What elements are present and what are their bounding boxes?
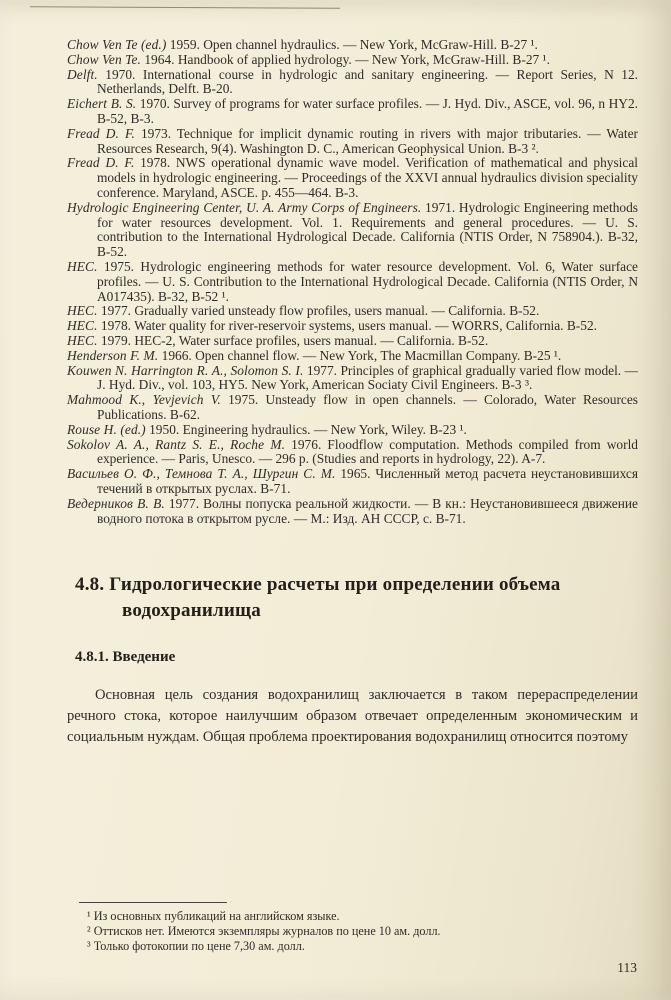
reference-citation: 1965. Численный метод расчета неустановившихся течений в открытых руслах. В-71.	[97, 466, 638, 496]
reference-citation: 1979. HEC-2, Water surface profiles, users manual. — California. B-52.	[100, 332, 489, 348]
reference-author: Chow Ven Te (ed.)	[67, 37, 167, 52]
reference-author: Fread D. F.	[67, 125, 136, 141]
reference-entry	[67, 319, 638, 334]
reference-citation: 1977. Gradually varied unsteady flow profiles, users manual. — California. B-52.	[100, 303, 540, 319]
reference-citation: 1977. Principles of graphical gradually varied flow model. — J. Hyd. Div., vol. 103, HY5. New York, American Sociaty Civil Engineers. B-3 ³.	[97, 362, 639, 393]
footnote-divider	[79, 902, 227, 903]
reference-entry	[67, 201, 638, 260]
footnote	[67, 939, 638, 954]
reference-entry	[67, 156, 638, 200]
reference-entry	[67, 97, 638, 127]
reference-citation: 1959. Open channel hydraulics. — New York, McGraw-Hill. B-27 ¹.	[169, 37, 538, 52]
reference-entry	[67, 304, 638, 319]
reference-entry	[67, 393, 638, 423]
reference-author: Hydrologic Engineering Center, U. A. Army Corps of Engineers.	[67, 199, 422, 215]
reference-author: Chow Ven Te.	[67, 51, 141, 67]
footnote-marker: ²	[87, 924, 91, 938]
reference-author: HEC.	[67, 258, 98, 274]
reference-entry	[67, 438, 638, 468]
reference-entry	[67, 334, 638, 349]
reference-entry	[67, 423, 638, 438]
page-number: 113	[617, 960, 637, 975]
reference-entry	[67, 127, 638, 157]
reference-citation: 1973. Technique for implicit dynamic routing in rivers with major tributaries. — Water Resources Research, 9(4). Washington D. C., American Geophysical Union. B-3 ².	[97, 125, 638, 156]
reference-citation: 1978. NWS operational dynamic wave model. Verification of mathematical and physical models in hydrologic engineering. — Proceedings of the XXVI annual hydraulics division speciality conference. Maryland, ASCE. p. 455—464. B-3.	[97, 155, 639, 200]
footnote-text: Оттисков нет. Имеются экземпляры журналов по цене 10 ам. долл.	[93, 924, 441, 938]
reference-citation: 1970. International course in hydrologic and sanitary engineering. — Report Series, N 12. Netherlands, Delft. B-20.	[97, 66, 638, 97]
reference-author: Mahmood K., Yevjevich V.	[67, 392, 221, 408]
reference-author: Васильев О. Ф., Темнова Т. А., Шургин С. М.	[67, 466, 336, 482]
reference-entry	[67, 53, 638, 68]
reference-citation: 1970. Survey of programs for water surface profiles. — J. Hyd. Div., ASCE, vol. 96, n HY2. B-52, B-3.	[97, 96, 638, 126]
reference-author: Sokolov A. A., Rantz S. E., Roche M.	[67, 436, 286, 452]
footnote-marker: ¹	[87, 909, 91, 923]
reference-author: Rouse H. (ed.)	[67, 421, 146, 437]
reference-author: HEC.	[67, 332, 98, 348]
reference-author: HEC.	[67, 303, 98, 319]
reference-citation: 1975. Unsteady flow in open channels. — Colorado, Water Resources Publications. B-62.	[97, 392, 638, 422]
body-paragraph: Основная цель создания водохранилищ заключается в таком перераспределении речного стока, которое наилучшим образом отвечает определенным экономическим и социальным нуждам. Общая проблема проектирования водохранилищ относится поэтому	[67, 687, 638, 746]
reference-entry	[67, 364, 638, 394]
reference-author: Kouwen N. Harrington R. A., Solomon S. I.	[67, 362, 304, 378]
reference-citation: 1971. Hydrologic Engineering methods for water resources development. Vol. 1. Requirements and general procedures. — U. S. contribution to the International Hydrological Decade. California (NTIS Order, N 758904.). B-32, B-52.	[97, 199, 639, 260]
reference-author: Fread D. F.	[67, 155, 135, 171]
footnote	[67, 924, 638, 939]
reference-citation: 1950. Engineering hydraulics. — New York, Wiley. B-23 ¹.	[149, 421, 467, 437]
reference-entry	[67, 38, 638, 53]
reference-author: Ведерников В. В.	[67, 495, 165, 511]
reference-citation: 1977. Волны попуска реальной жидкости. — В кн.: Неустановившееся движение водного потока в открытом русле. — М.: Изд. АН СССР, с. В-71.	[97, 495, 638, 526]
footnote	[67, 909, 638, 924]
reference-entry	[67, 260, 638, 304]
reference-citation: 1966. Open channel flow. — New York, The Macmillan Company. B-25 ¹.	[161, 347, 562, 363]
reference-entry	[67, 68, 638, 98]
footnote-block	[67, 902, 638, 954]
reference-author: HEC.	[67, 318, 98, 334]
page-content	[67, 38, 638, 748]
reference-author: Eichert B. S.	[67, 96, 137, 112]
reference-author: Henderson F. M.	[67, 347, 159, 363]
reference-entry	[67, 497, 638, 527]
reference-citation: 1976. Floodflow computation. Methods compiled from world experience. — Paris, Unesco. — 296 p. (Studies and reports in hydrology, 22). A-7.	[97, 436, 638, 467]
reference-citation: 1964. Handbook of applied hydrology. — New York, McGraw-Hill. B-27 ¹.	[144, 51, 550, 67]
footnote-text: Из основных публикаций на английском языке.	[93, 909, 340, 923]
section-heading: 4.8. Гидрологические расчеты при определении объема водохранилища	[75, 574, 561, 621]
footnote-marker: ³	[87, 939, 91, 953]
footnote-text: Только фотокопии по цене 7,30 ам. долл.	[93, 939, 305, 953]
reference-entry	[67, 349, 638, 364]
reference-entry	[67, 467, 638, 497]
scan-artifact-line	[30, 6, 340, 9]
reference-list	[67, 38, 638, 526]
reference-citation: 1978. Water quality for river-reservoir systems, users manual. — WORRS, California. B-52.	[100, 318, 598, 334]
reference-author: Delft.	[67, 66, 98, 82]
subsection-heading: 4.8.1. Введение	[75, 649, 176, 666]
reference-citation: 1975. Hydrologic engineering methods for water resource development. Vol. 6, Water surface profiles. — U. S. Contribution to the International Hydrological Decade. California (NTIS Order, N A017435). B-32, B-52 ¹.	[97, 258, 638, 304]
